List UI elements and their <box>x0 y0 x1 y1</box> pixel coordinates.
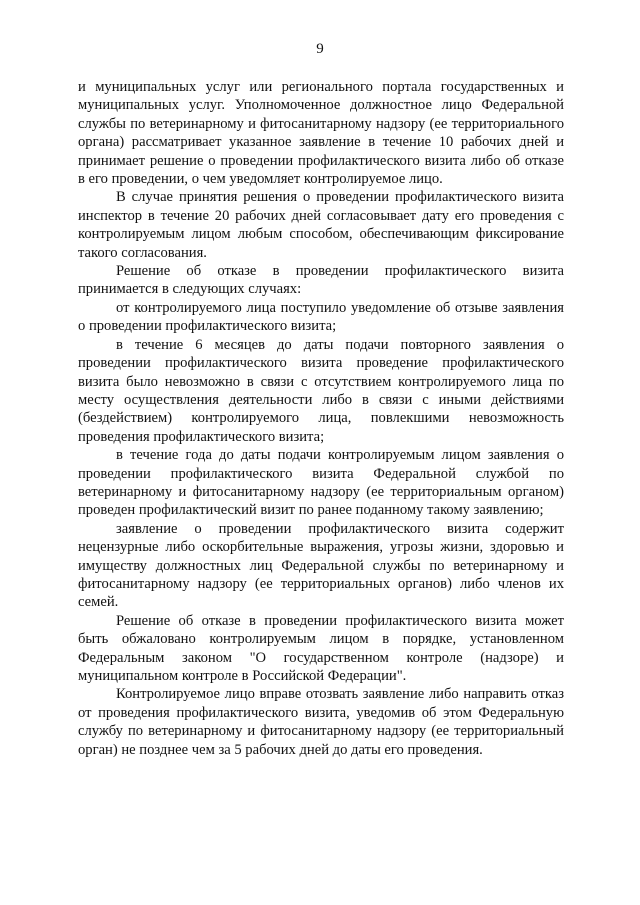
paragraph-visit-scheduling: В случае принятия решения о проведении профилактического визита инспектор в течение 20 рабочих дней согласовывает дату его проведения с контролируемым лицом любым способом, обеспечивающим фиксирование такого согласования. <box>78 189 564 261</box>
paragraph-refusal-case-offensive: заявление о проведении профилактического визита содержит нецензурные либо оскорбительные выражения, угрозы жизни, здоровью и имуществу должностных лиц Федеральной службы по ветеринарному и фитосанитарному надзору (ее территориальных органов) либо членов их семей. <box>78 520 564 611</box>
paragraph-continuation: и муниципальных услуг или регионального портала государственных и муниципальных услуг. Уполномоченное должностное лицо Федеральной службы по ветеринарному и фитосанитарному надзору (ее территориального органа) рассматривает указанное заявление в течение 10 рабочих дней и принимает решение о проведении профилактического визита либо об отказе в его проведении, о чем уведомляет контролируемое лицо. <box>78 79 564 188</box>
document-body <box>78 78 564 759</box>
page-number: 9 <box>316 41 324 57</box>
paragraph-refusal-cases-intro: Решение об отказе в проведении профилактического визита принимается в следующих случаях: <box>78 263 564 298</box>
paragraph-refusal-case-withdrawal: от контролируемого лица поступило уведомление об отзыве заявления о проведении профилактического визита; <box>78 299 564 335</box>
paragraph-refusal-case-recent-visit: в течение года до даты подачи контролируемым лицом заявления о проведении профилактического визита Федеральной службой по ветеринарному и фитосанитарному надзору (ее территориальным органом) проведен профилактический визит по ранее поданному такому заявлению; <box>78 447 564 519</box>
paragraph-withdrawal-right: Контролируемое лицо вправе отозвать заявление либо направить отказ от проведения профилактического визита, уведомив об этом Федеральную службу по ветеринарному и фитосанитарному надзору (ее территориальный орган) не позднее чем за 5 рабочих дней до даты его проведения. <box>78 686 564 758</box>
paragraph-appeal: Решение об отказе в проведении профилактического визита может быть обжаловано контролируемым лицом в порядке, установленном Федеральным законом "О государственном контроле (надзоре) и муниципальном контроле в Российской Федерации". <box>78 612 564 684</box>
paragraph-refusal-case-absence: в течение 6 месяцев до даты подачи повторного заявления о проведении профилактического визита проведение профилактического визита было невозможно в связи с отсутствием контролируемого лица по месту осуществления деятельности либо в связи с иными действиями (бездействием) контролируемого лица, повлекшими невозможность проведения профилактического визита; <box>78 336 564 445</box>
